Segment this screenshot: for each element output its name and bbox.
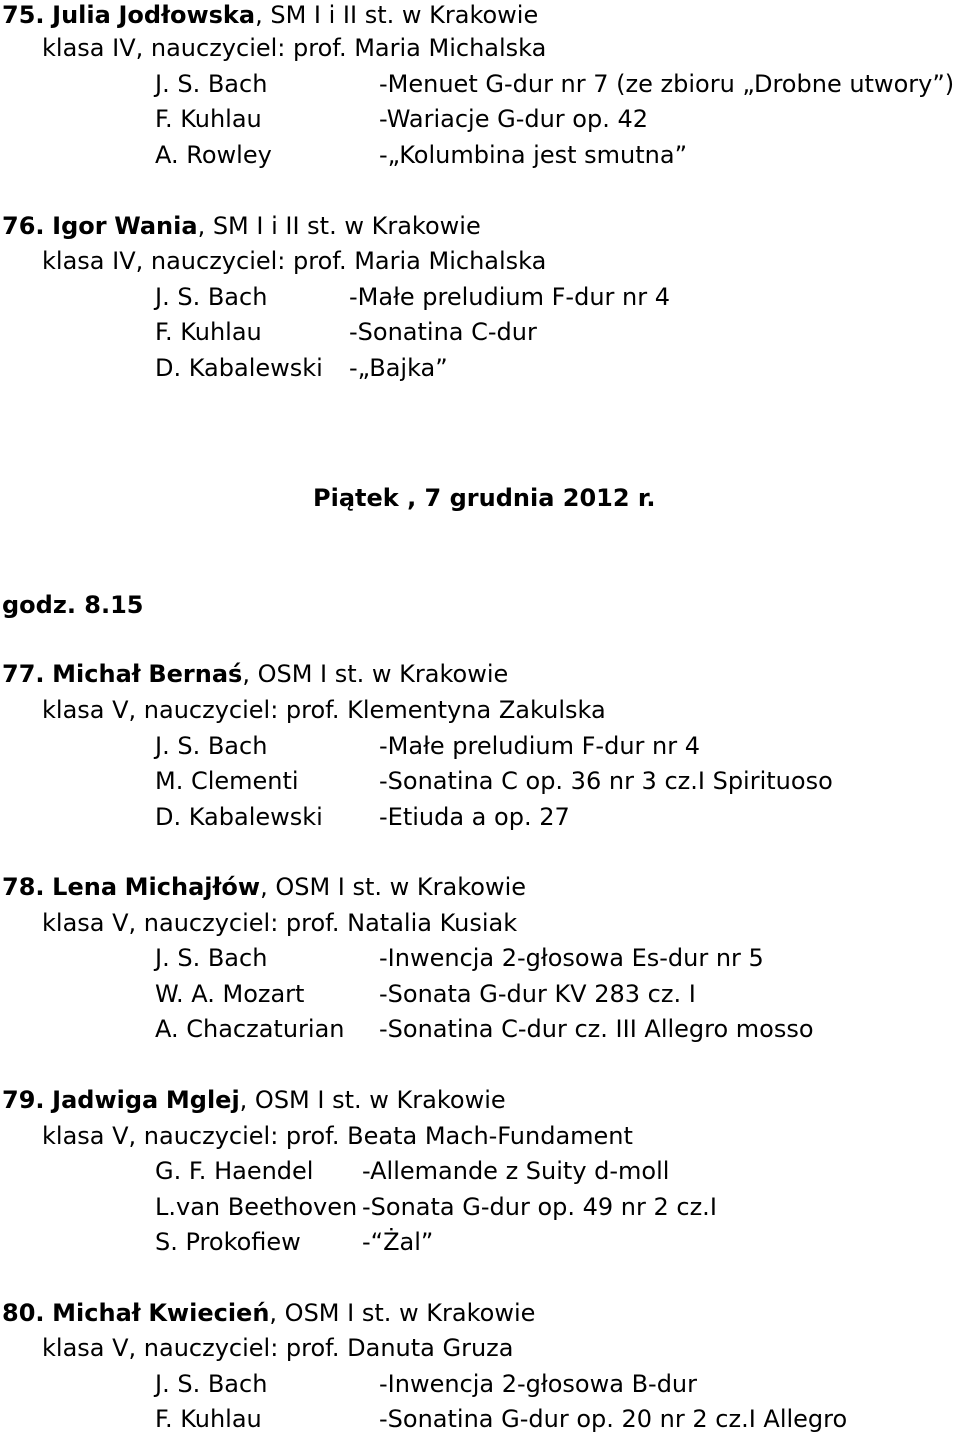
last-name: Kwiecień (148, 1299, 270, 1327)
last-name: Wania (114, 212, 198, 240)
teacher-line: klasa V, nauczyciel: prof. Klementyna Zakulska (42, 696, 606, 724)
composer: J. S. Bach (155, 70, 268, 98)
teacher-line: klasa IV, nauczyciel: prof. Maria Michalska (42, 34, 547, 62)
piece-title: -Menuet G-dur nr 7 (ze zbioru „Drobne utwory”) (379, 70, 955, 98)
piece-title: -Sonata G-dur op. 49 nr 2 cz.I (362, 1193, 717, 1221)
teacher-line: klasa V, nauczyciel: prof. Beata Mach-Fundament (42, 1122, 633, 1150)
school: , SM I i II st. w Krakowie (197, 212, 481, 240)
piece-title: -Małe preludium F-dur nr 4 (379, 732, 701, 760)
school: , OSM I st. w Krakowie (269, 1299, 536, 1327)
entry-number: 76. (2, 212, 45, 240)
first-name: Igor (52, 212, 107, 240)
composer: D. Kabalewski (155, 354, 323, 382)
piece-title: -Sonata G-dur KV 283 cz. I (379, 980, 696, 1008)
last-name: Michajłów (124, 873, 261, 901)
entry-number: 77. (2, 660, 45, 688)
composer: M. Clementi (155, 767, 299, 795)
piece-title: -„Kolumbina jest smutna” (379, 141, 688, 169)
school: , OSM I st. w Krakowie (239, 1086, 506, 1114)
composer: A. Rowley (155, 141, 272, 169)
composer: F. Kuhlau (155, 1405, 262, 1433)
school: , SM I i II st. w Krakowie (255, 1, 539, 29)
composer: W. A. Mozart (155, 980, 305, 1008)
piece-title: -„Bajka” (349, 354, 448, 382)
entry-header (2, 659, 508, 689)
piece-title: -Inwencja 2-głosowa Es-dur nr 5 (379, 944, 764, 972)
entry-header (2, 872, 526, 902)
composer: S. Prokofiew (155, 1228, 301, 1256)
school: , OSM I st. w Krakowie (260, 873, 527, 901)
composer: A. Chaczaturian (155, 1015, 345, 1043)
piece-title: -Etiuda a op. 27 (379, 803, 570, 831)
composer: L.van Beethoven (155, 1193, 358, 1221)
piece-title: -Sonatina G-dur op. 20 nr 2 cz.I Allegro (379, 1405, 848, 1433)
piece-title: -“Żal” (362, 1228, 434, 1256)
entry-header (2, 211, 481, 241)
entry-number: 75. (2, 1, 45, 29)
first-name: Michał (52, 660, 141, 688)
school: , OSM I st. w Krakowie (242, 660, 509, 688)
entry-header (2, 1085, 506, 1115)
composer: G. F. Haendel (155, 1157, 314, 1185)
piece-title: -Allemande z Suity d-moll (362, 1157, 670, 1185)
first-name: Julia (52, 1, 111, 29)
composer: J. S. Bach (155, 732, 268, 760)
last-name: Bernaś (148, 660, 243, 688)
piece-title: -Inwencja 2-głosowa B-dur (379, 1370, 698, 1398)
last-name: Mglej (165, 1086, 240, 1114)
piece-title: -Wariacje G-dur op. 42 (379, 105, 649, 133)
teacher-line: klasa IV, nauczyciel: prof. Maria Michalska (42, 247, 547, 275)
first-name: Michał (52, 1299, 141, 1327)
entry-number: 80. (2, 1299, 45, 1327)
day-heading: Piątek , 7 grudnia 2012 r. (313, 484, 656, 512)
piece-title: -Sonatina C-dur cz. III Allegro mosso (379, 1015, 814, 1043)
piece-title: -Sonatina C op. 36 nr 3 cz.I Spirituoso (379, 767, 833, 795)
composer: J. S. Bach (155, 1370, 268, 1398)
entry-number: 79. (2, 1086, 45, 1114)
composer: F. Kuhlau (155, 318, 262, 346)
first-name: Jadwiga (52, 1086, 159, 1114)
entry-header (2, 1298, 535, 1328)
teacher-line: klasa V, nauczyciel: prof. Danuta Gruza (42, 1334, 514, 1362)
last-name: Jodłowska (118, 1, 256, 29)
time-heading: godz. 8.15 (2, 591, 144, 619)
composer: D. Kabalewski (155, 803, 323, 831)
composer: F. Kuhlau (155, 105, 262, 133)
teacher-line: klasa V, nauczyciel: prof. Natalia Kusiak (42, 909, 518, 937)
entry-header (2, 0, 538, 30)
entry-number: 78. (2, 873, 45, 901)
piece-title: -Małe preludium F-dur nr 4 (349, 283, 671, 311)
composer: J. S. Bach (155, 283, 268, 311)
composer: J. S. Bach (155, 944, 268, 972)
first-name: Lena (52, 873, 118, 901)
piece-title: -Sonatina C-dur (349, 318, 537, 346)
